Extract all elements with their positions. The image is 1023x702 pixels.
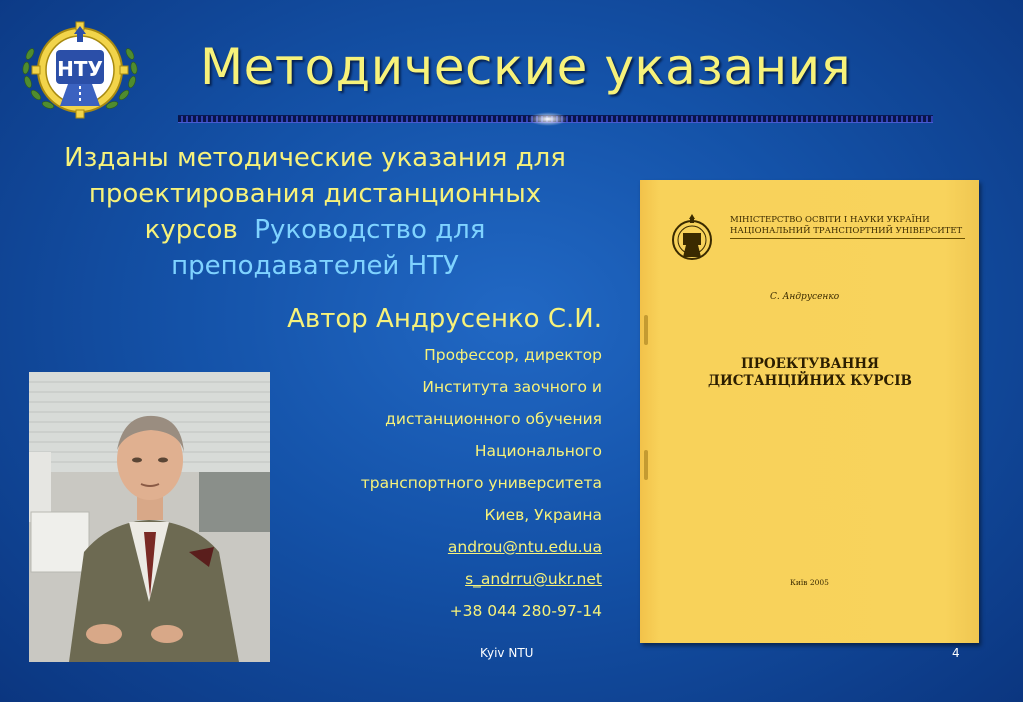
ntu-logo [10, 14, 150, 124]
guide-title-part-2: преподавателей НТУ [171, 251, 459, 281]
booklet-author: С. Андрусенко [770, 292, 840, 302]
booklet-title: ПРОЕКТУВАННЯ ДИСТАНЦІЙНИХ КУРСІВ [708, 356, 912, 389]
university-line-1: Национального [474, 442, 602, 460]
booklet-city-year: Київ 2005 [790, 578, 829, 587]
author-photo [29, 372, 270, 662]
guide-title-part-1: Руководство для [254, 215, 486, 245]
author-position: Профессор, директор [424, 346, 602, 364]
email-link-1[interactable]: androu@ntu.edu.ua [447, 538, 602, 556]
intro-line-3 [20, 212, 610, 248]
institute-line-2: дистанционного обучения [385, 410, 602, 428]
intro-courses: курсов [144, 215, 238, 245]
guide-booklet-cover [640, 180, 979, 643]
booklet-emblem-icon [670, 213, 714, 263]
city: Киев, Украина [484, 506, 602, 524]
staple [644, 450, 648, 480]
logo-text: НТУ [57, 57, 103, 81]
staple [644, 315, 648, 345]
slide-title: Методические указания [200, 38, 852, 96]
title-divider [178, 115, 933, 123]
author-name: Автор Андрусенко С.И. [287, 304, 602, 334]
footer-text: Kyiv NTU [480, 646, 534, 660]
slide-number: 4 [952, 646, 960, 660]
phone-number: +38 044 280-97-14 [449, 602, 602, 620]
intro-text [20, 140, 610, 284]
intro-line-2: проектирования дистанционных [88, 179, 542, 209]
intro-line-1: Изданы методические указания для [64, 143, 566, 173]
email-link-2[interactable]: s_andrru@ukr.net [465, 570, 602, 588]
university-line-2: транспортного университета [360, 474, 602, 492]
institute-line-1: Института заочного и [422, 378, 602, 396]
author-details [300, 342, 602, 630]
booklet-ministry: МІНІСТЕРСТВО ОСВІТИ І НАУКИ УКРАЇНИ НАЦІОНАЛЬНИЙ ТРАНСПОРТНИЙ УНІВЕРСИТЕТ [730, 215, 965, 239]
